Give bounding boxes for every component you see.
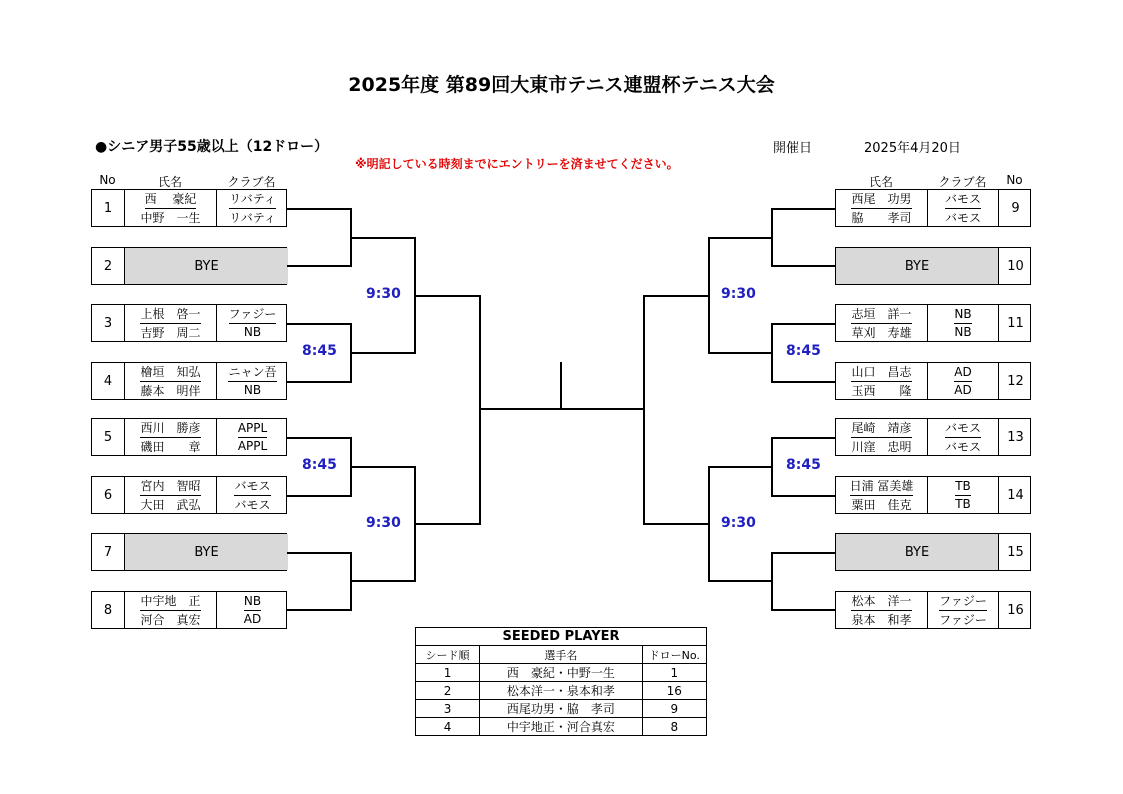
match-time: 8:45 — [302, 343, 337, 359]
bracket-line — [350, 237, 415, 239]
header-no-right: No — [1006, 173, 1023, 187]
header-club-left: クラブ名 — [227, 175, 276, 189]
match-time: 8:45 — [786, 343, 821, 359]
player-name: 磯田 章 — [140, 439, 201, 454]
club-name: TB — [955, 477, 971, 496]
draw-number: 1 — [92, 190, 125, 226]
player-name: 西尾 功男 — [851, 190, 911, 209]
player-name: 中宇地 正 — [140, 592, 200, 611]
draw-number: 2 — [92, 248, 125, 284]
bracket-line — [414, 295, 480, 297]
club-name: リバティ — [229, 210, 276, 225]
seed-rank: 3 — [416, 700, 480, 718]
player-name: 藤本 明伴 — [140, 383, 201, 398]
draw-number: 6 — [92, 477, 125, 513]
bye-slot: BYE — [125, 534, 288, 570]
bracket-line — [287, 265, 351, 267]
bracket-line — [771, 495, 835, 497]
header-no-left: No — [99, 173, 116, 187]
player-name: 檜垣 知弘 — [140, 363, 200, 382]
player-name: 川窪 忠明 — [851, 439, 912, 454]
bracket-line — [771, 381, 835, 383]
club-name: バモス — [234, 477, 270, 496]
player-name: 吉野 周二 — [140, 325, 201, 340]
seed-draw-no: 1 — [642, 664, 706, 682]
draw-entry-7 — [91, 533, 287, 571]
draw-entry-1 — [91, 189, 287, 227]
match-time: 9:30 — [721, 515, 756, 531]
seed-players: 中宇地正・河合真宏 — [480, 718, 642, 736]
player-name: 草刈 寿雄 — [851, 325, 912, 340]
club-name: AD — [243, 612, 262, 627]
header-club-right: クラブ名 — [938, 175, 987, 189]
seeded-table-caption: SEEDED PLAYER — [416, 628, 707, 646]
draw-entry-10 — [835, 247, 1031, 285]
match-time: 9:30 — [721, 286, 756, 302]
player-name: 中野 一生 — [140, 210, 201, 225]
player-name: 玉西 隆 — [851, 383, 912, 398]
club-name: NB — [244, 592, 261, 611]
seed-rank: 2 — [416, 682, 480, 700]
club-name: NB — [954, 305, 971, 324]
player-name: 上根 啓一 — [140, 305, 200, 324]
bracket-line — [771, 208, 835, 210]
draw-number: 4 — [92, 363, 125, 399]
draw-number: 8 — [92, 592, 125, 628]
draw-entry-14 — [835, 476, 1031, 514]
header-name-left: 氏名 — [157, 175, 182, 189]
draw-entry-13 — [835, 418, 1031, 456]
player-name: 山口 昌志 — [851, 363, 911, 382]
page-title: 2025年度 第89回大東市テニス連盟杯テニス大会 — [348, 74, 775, 96]
bracket-line — [771, 208, 773, 267]
club-name: AD — [954, 363, 971, 382]
bracket-line — [287, 323, 351, 325]
bracket-line — [350, 580, 415, 582]
bracket-line — [708, 466, 772, 468]
draw-number: 7 — [92, 534, 125, 570]
player-name: 脇 孝司 — [851, 210, 912, 225]
draw-entry-15 — [835, 533, 1031, 571]
bracket-line — [708, 580, 772, 582]
club-name: NB — [243, 383, 262, 398]
seed-players: 西 豪紀・中野一生 — [480, 664, 642, 682]
draw-entry-11 — [835, 304, 1031, 342]
bracket-line — [771, 437, 773, 497]
player-name: 河合 真宏 — [140, 612, 201, 627]
bracket-line — [771, 265, 835, 267]
draw-entry-4 — [91, 362, 287, 400]
club-name: APPL — [237, 439, 268, 454]
match-time: 8:45 — [302, 457, 337, 473]
table-row — [416, 718, 707, 736]
club-name: ファジー — [229, 305, 277, 324]
club-name: APPL — [238, 419, 267, 438]
bracket-line — [708, 466, 710, 582]
draw-entry-9 — [835, 189, 1031, 227]
table-row — [416, 682, 707, 700]
club-name: TB — [955, 497, 971, 512]
bracket-line — [771, 552, 835, 554]
club-name: NB — [243, 325, 262, 340]
seed-col-header: ドローNo. — [642, 646, 706, 664]
seed-draw-no: 8 — [642, 718, 706, 736]
bracket-line — [287, 552, 351, 554]
draw-number: 12 — [1007, 373, 1024, 389]
bracket-line — [708, 237, 710, 354]
draw-number: 11 — [1007, 315, 1024, 331]
draw-entry-2 — [91, 247, 287, 285]
seed-rank: 4 — [416, 718, 480, 736]
draw-entry-12 — [835, 362, 1031, 400]
draw-number: 3 — [92, 305, 125, 341]
bracket-line — [287, 609, 351, 611]
draw-number: 14 — [1007, 487, 1024, 503]
bye-slot: BYE — [125, 248, 288, 284]
club-name: ファジー — [939, 612, 987, 627]
match-time: 9:30 — [366, 286, 401, 302]
bracket-line — [643, 295, 645, 525]
entry-notice: ※明記している時刻までにエントリーを済ませてください。 — [355, 157, 679, 171]
bracket-line — [287, 437, 351, 439]
player-name: 西川 勝彦 — [140, 419, 200, 438]
bracket-line — [771, 552, 773, 611]
draw-number: 10 — [1007, 258, 1024, 274]
bracket-line — [287, 495, 351, 497]
player-name: 西 豪紀 — [145, 190, 197, 209]
bracket-line — [287, 208, 351, 210]
date-value: 2025年4月20日 — [864, 141, 961, 156]
bracket-line — [771, 323, 773, 383]
bracket-line — [643, 523, 709, 525]
club-name: AD — [954, 383, 972, 398]
seeded-player-table — [415, 627, 707, 736]
bracket-line — [771, 609, 835, 611]
draw-number: 5 — [92, 419, 125, 455]
match-time: 9:30 — [366, 515, 401, 531]
category-subtitle: ●シニア男子55歳以上（12ドロー） — [95, 139, 329, 155]
bye-slot: BYE — [836, 534, 999, 570]
seed-col-header: 選手名 — [480, 646, 642, 664]
club-name: バモス — [945, 419, 981, 438]
draw-entry-8 — [91, 591, 287, 629]
club-name: バモス — [944, 439, 981, 454]
seed-draw-no: 9 — [642, 700, 706, 718]
bracket-line — [287, 381, 351, 383]
seed-players: 松本洋一・泉本和孝 — [480, 682, 642, 700]
bracket-line — [350, 466, 415, 468]
player-name: 宮内 智昭 — [140, 477, 200, 496]
match-time: 8:45 — [786, 457, 821, 473]
table-row — [416, 664, 707, 682]
seed-rank: 1 — [416, 664, 480, 682]
bracket-line — [708, 237, 772, 239]
player-name: 尾崎 靖彦 — [851, 419, 911, 438]
draw-number: 9 — [1011, 200, 1020, 216]
bracket-line — [479, 295, 481, 525]
player-name: 志垣 詳一 — [851, 305, 911, 324]
player-name: 粟田 佳克 — [851, 497, 912, 512]
date-label: 開催日 — [773, 141, 813, 156]
draw-number: 13 — [1007, 429, 1024, 445]
bracket-line — [350, 352, 415, 354]
player-name: 松本 洋一 — [851, 592, 911, 611]
seed-players: 西尾功男・脇 孝司 — [480, 700, 642, 718]
club-name: ニャン吾 — [228, 363, 276, 382]
draw-entry-5 — [91, 418, 287, 456]
bracket-line — [643, 295, 709, 297]
player-name: 大田 武弘 — [140, 497, 201, 512]
club-name: バモス — [234, 497, 271, 512]
bracket-line — [414, 523, 480, 525]
player-name: 泉本 和孝 — [851, 612, 912, 627]
draw-number: 15 — [1007, 544, 1024, 560]
draw-entry-3 — [91, 304, 287, 342]
draw-entry-16 — [835, 591, 1031, 629]
club-name: バモス — [945, 190, 981, 209]
bracket-line — [771, 437, 835, 439]
seed-col-header: シード順 — [416, 646, 480, 664]
club-name: バモス — [944, 210, 981, 225]
bracket-line — [771, 323, 835, 325]
header-name-right: 氏名 — [868, 175, 893, 189]
bye-slot: BYE — [836, 248, 999, 284]
bracket-line — [708, 352, 772, 354]
draw-entry-6 — [91, 476, 287, 514]
player-name: 日浦 冨美雄 — [850, 477, 914, 496]
table-row — [416, 700, 707, 718]
draw-number: 16 — [1007, 602, 1024, 618]
bracket-winner-line — [560, 362, 562, 409]
club-name: リバティ — [229, 190, 276, 209]
club-name: ファジー — [939, 592, 987, 611]
seed-draw-no: 16 — [642, 682, 706, 700]
club-name: NB — [954, 325, 972, 340]
